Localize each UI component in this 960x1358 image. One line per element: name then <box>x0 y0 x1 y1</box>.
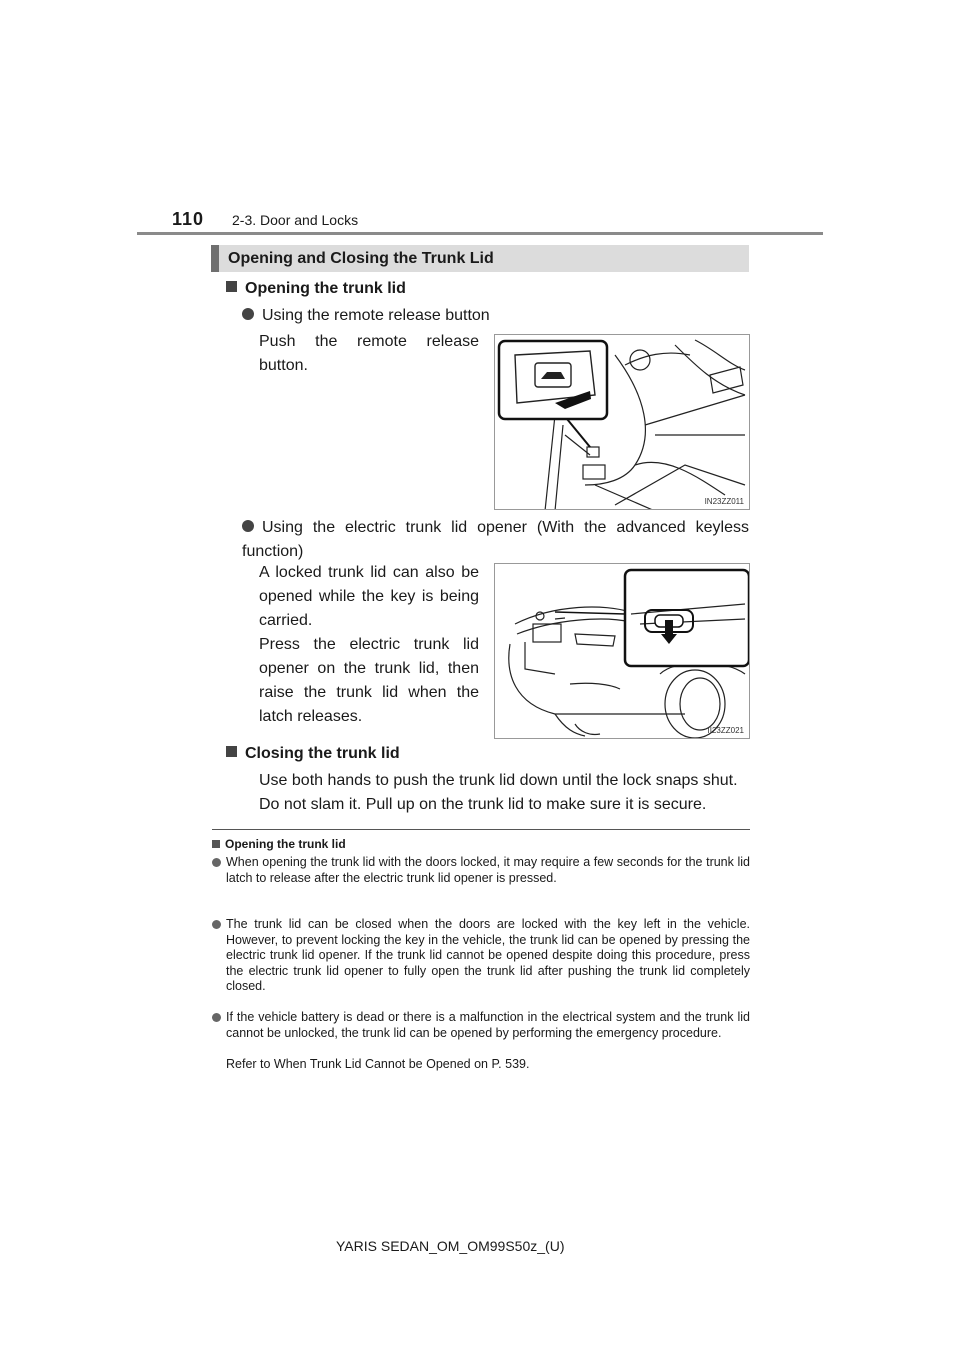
header-divider <box>137 232 823 235</box>
notes-heading-text: Opening the trunk lid <box>225 837 346 851</box>
note-item <box>212 855 750 886</box>
footer-doc-id: YARIS SEDAN_OM_OM99S50z_(U) <box>336 1238 565 1254</box>
square-bullet-icon <box>212 840 220 848</box>
round-bullet-icon <box>242 308 254 320</box>
trunk-illustration <box>495 564 750 739</box>
notes-divider <box>212 829 750 830</box>
note-text: When opening the trunk lid with the doors locked, it may require a few seconds for the trunk lid latch to release after the electric trunk lid opener is pressed. <box>226 855 750 885</box>
note-text: If the vehicle battery is dead or there is a malfunction in the electrical system and the trunk lid cannot be unlocked, the trunk lid can be opened by performing the emergency procedure. <box>226 1010 750 1040</box>
opening-heading <box>226 280 406 298</box>
square-bullet-icon <box>226 281 237 292</box>
closing-text: Use both hands to push the trunk lid down until the lock snaps shut. Do not slam it. Pull up on the trunk lid to make sure it is secure. <box>259 772 738 813</box>
remote-bullet <box>242 304 490 328</box>
closing-heading <box>226 745 400 763</box>
section-title: 2-3. Door and Locks <box>232 212 359 228</box>
note-item <box>212 917 750 995</box>
round-bullet-icon <box>212 920 221 929</box>
topic-title: Opening and Closing the Trunk Lid <box>211 245 749 272</box>
electric-bullet <box>242 516 749 564</box>
round-bullet-icon <box>212 1013 221 1022</box>
remote-bullet-text: Using the remote release button <box>262 307 490 324</box>
closing-heading-text: Closing the trunk lid <box>245 745 400 762</box>
round-bullet-icon <box>242 520 254 532</box>
note-text: The trunk lid can be closed when the doors are locked with the key left in the vehicle. However, to prevent locking the key in the vehicle, the trunk lid can be opened by pressing the electric trunk lid opener. If the trunk lid cannot be opened despite doing this procedure, press the electric trunk lid opener to fully open the trunk lid after pushing the trunk lid completely closed. <box>226 917 750 994</box>
remote-instructions: Push the remote release button. <box>259 333 479 374</box>
electric-text-1: A locked trunk lid can also be opened while the key is being carried. <box>259 564 479 629</box>
notes-heading <box>212 837 346 851</box>
figure-code: II23ZZ021 <box>707 726 744 735</box>
dashboard-illustration <box>495 335 750 510</box>
remote-release-figure <box>494 334 750 510</box>
page-number: 110 <box>172 209 205 229</box>
figure-code: IN23ZZ011 <box>704 497 744 506</box>
round-bullet-icon <box>212 858 221 867</box>
square-bullet-icon <box>226 746 237 757</box>
electric-text-2: Press the electric trunk lid opener on the trunk lid, then raise the trunk lid when the latch releases. <box>259 636 479 725</box>
note-reference: Refer to When Trunk Lid Cannot be Opened on P. 539. <box>226 1057 530 1071</box>
electric-bullet-text: Using the electric trunk lid opener (With the advanced keyless function) <box>242 519 749 560</box>
trunk-opener-figure <box>494 563 750 739</box>
note-item <box>212 1010 750 1041</box>
opening-heading-text: Opening the trunk lid <box>245 280 406 297</box>
